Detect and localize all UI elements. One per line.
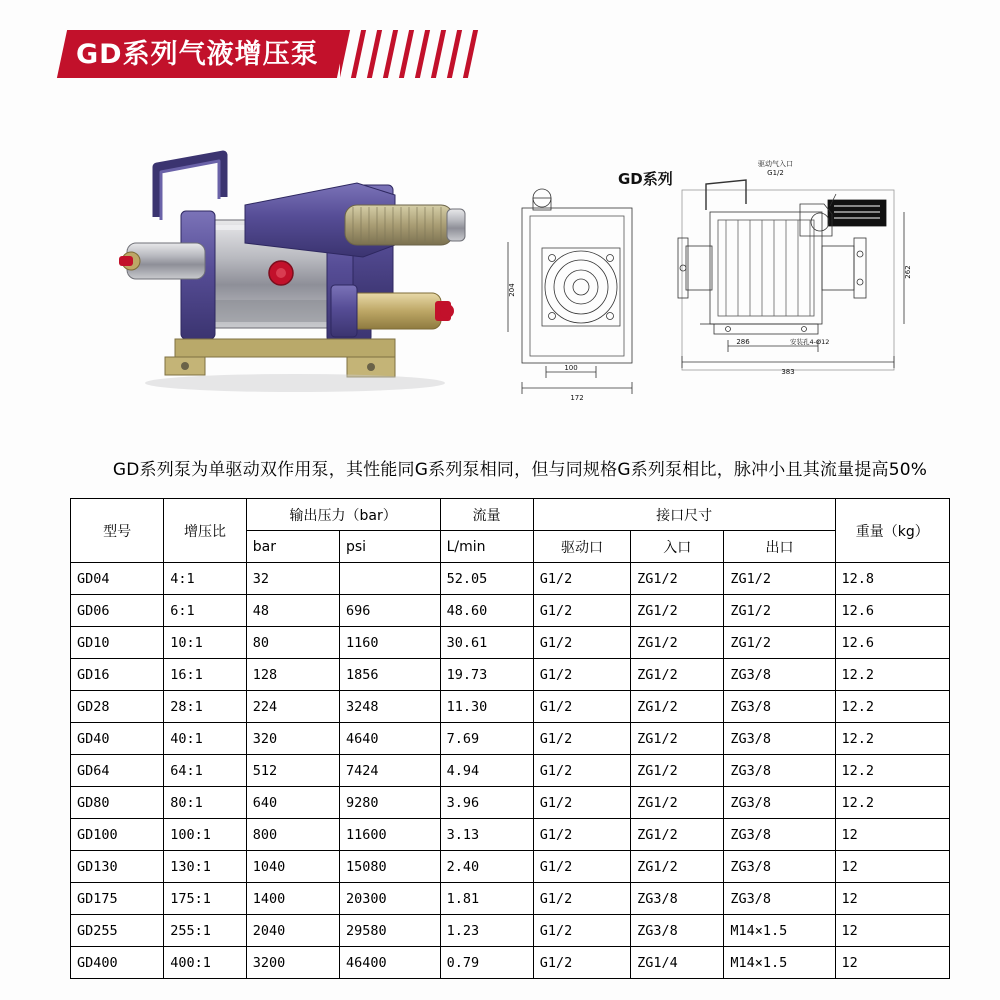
cell-psi: 1856 <box>339 659 440 691</box>
cell-model: GD28 <box>71 691 164 723</box>
cell-weight: 12 <box>835 883 949 915</box>
table-row <box>71 627 950 659</box>
cell-bar: 224 <box>246 691 339 723</box>
cell-model: GD64 <box>71 755 164 787</box>
svg-text:100: 100 <box>564 364 578 372</box>
table-row <box>71 723 950 755</box>
cell-drive: G1/2 <box>533 659 630 691</box>
cell-flow: 0.79 <box>440 947 533 979</box>
table-body <box>71 563 950 979</box>
cell-ratio: 6:1 <box>164 595 247 627</box>
th-output-pressure: 输出压力（bar） <box>246 499 440 531</box>
cell-bar: 320 <box>246 723 339 755</box>
specification-table <box>70 498 950 979</box>
cell-psi: 29580 <box>339 915 440 947</box>
th-outlet: 出口 <box>724 531 835 563</box>
cell-flow: 3.13 <box>440 819 533 851</box>
cell-model: GD130 <box>71 851 164 883</box>
drawing-series-label: GD系列 <box>618 170 673 188</box>
cell-flow: 52.05 <box>440 563 533 595</box>
cell-drive: G1/2 <box>533 915 630 947</box>
svg-text:204: 204 <box>508 283 516 297</box>
cell-flow: 7.69 <box>440 723 533 755</box>
cell-model: GD06 <box>71 595 164 627</box>
table-row <box>71 851 950 883</box>
cell-inlet: ZG1/2 <box>631 787 724 819</box>
cell-ratio: 175:1 <box>164 883 247 915</box>
cell-inlet: ZG1/2 <box>631 851 724 883</box>
cell-psi: 696 <box>339 595 440 627</box>
table-row <box>71 563 950 595</box>
cell-model: GD16 <box>71 659 164 691</box>
cell-model: GD04 <box>71 563 164 595</box>
cell-weight: 12 <box>835 819 949 851</box>
product-description: GD系列泵为单驱动双作用泵，其性能同G系列泵相同，但与同规格G系列泵相比，脉冲小且其流量提高50% <box>112 460 928 480</box>
cell-model: GD80 <box>71 787 164 819</box>
th-ports: 接口尺寸 <box>533 499 835 531</box>
th-weight: 重量（kg） <box>835 499 949 563</box>
table-row <box>71 915 950 947</box>
cell-bar: 640 <box>246 787 339 819</box>
th-drive-port: 驱动口 <box>533 531 630 563</box>
cell-ratio: 400:1 <box>164 947 247 979</box>
cell-bar: 1040 <box>246 851 339 883</box>
cell-psi: 4640 <box>339 723 440 755</box>
cell-drive: G1/2 <box>533 723 630 755</box>
cell-drive: G1/2 <box>533 563 630 595</box>
cell-inlet: ZG1/2 <box>631 627 724 659</box>
cell-inlet: ZG1/2 <box>631 755 724 787</box>
cell-outlet: ZG3/8 <box>724 787 835 819</box>
svg-text:安装孔4-Ø12: 安装孔4-Ø12 <box>790 338 830 346</box>
cell-drive: G1/2 <box>533 595 630 627</box>
cell-outlet: ZG3/8 <box>724 691 835 723</box>
cell-model: GD10 <box>71 627 164 659</box>
cell-bar: 2040 <box>246 915 339 947</box>
cell-outlet: ZG3/8 <box>724 883 835 915</box>
cell-model: GD175 <box>71 883 164 915</box>
cell-bar: 3200 <box>246 947 339 979</box>
cell-weight: 12.2 <box>835 755 949 787</box>
cell-ratio: 4:1 <box>164 563 247 595</box>
technical-drawings <box>500 150 920 420</box>
cell-weight: 12.2 <box>835 659 949 691</box>
cell-weight: 12.8 <box>835 563 949 595</box>
cell-psi: 11600 <box>339 819 440 851</box>
cell-model: GD400 <box>71 947 164 979</box>
th-ratio: 增压比 <box>164 499 247 563</box>
cell-psi: 9280 <box>339 787 440 819</box>
cell-model: GD40 <box>71 723 164 755</box>
th-inlet: 入口 <box>631 531 724 563</box>
cell-ratio: 10:1 <box>164 627 247 659</box>
svg-text:383: 383 <box>781 368 795 376</box>
cell-flow: 19.73 <box>440 659 533 691</box>
cell-inlet: ZG3/8 <box>631 883 724 915</box>
cell-bar: 800 <box>246 819 339 851</box>
cell-bar: 32 <box>246 563 339 595</box>
cell-psi: 46400 <box>339 947 440 979</box>
table-row <box>71 595 950 627</box>
cell-flow: 2.40 <box>440 851 533 883</box>
cell-drive: G1/2 <box>533 947 630 979</box>
cell-inlet: ZG1/4 <box>631 947 724 979</box>
page-title: GD系列气液增压泵 <box>76 39 319 70</box>
cell-bar: 512 <box>246 755 339 787</box>
cell-inlet: ZG1/2 <box>631 659 724 691</box>
cell-weight: 12 <box>835 947 949 979</box>
cell-ratio: 64:1 <box>164 755 247 787</box>
cell-flow: 4.94 <box>440 755 533 787</box>
cell-bar: 80 <box>246 627 339 659</box>
cell-drive: G1/2 <box>533 755 630 787</box>
table-row <box>71 691 950 723</box>
cell-outlet: ZG1/2 <box>724 563 835 595</box>
cell-outlet: ZG1/2 <box>724 627 835 659</box>
cell-bar: 1400 <box>246 883 339 915</box>
banner-stripes <box>340 30 490 78</box>
cell-inlet: ZG1/2 <box>631 723 724 755</box>
cell-bar: 48 <box>246 595 339 627</box>
table-row <box>71 819 950 851</box>
cell-weight: 12.2 <box>835 723 949 755</box>
cell-ratio: 255:1 <box>164 915 247 947</box>
svg-text:172: 172 <box>570 394 584 402</box>
cell-outlet: M14×1.5 <box>724 915 835 947</box>
cell-flow: 48.60 <box>440 595 533 627</box>
table-row <box>71 755 950 787</box>
cell-weight: 12.2 <box>835 691 949 723</box>
svg-text:286: 286 <box>736 338 750 346</box>
th-psi: psi <box>339 531 440 563</box>
cell-weight: 12 <box>835 915 949 947</box>
cell-inlet: ZG1/2 <box>631 691 724 723</box>
table-row <box>71 883 950 915</box>
cell-inlet: ZG1/2 <box>631 563 724 595</box>
cell-ratio: 16:1 <box>164 659 247 691</box>
cell-inlet: ZG3/8 <box>631 915 724 947</box>
table-header-row-1 <box>71 499 950 531</box>
cell-outlet: ZG3/8 <box>724 755 835 787</box>
th-flow-unit: L/min <box>440 531 533 563</box>
cell-flow: 30.61 <box>440 627 533 659</box>
cell-drive: G1/2 <box>533 851 630 883</box>
cell-drive: G1/2 <box>533 819 630 851</box>
cell-drive: G1/2 <box>533 883 630 915</box>
cell-flow: 1.23 <box>440 915 533 947</box>
cell-inlet: ZG1/2 <box>631 819 724 851</box>
cell-psi: 15080 <box>339 851 440 883</box>
cell-psi: 3248 <box>339 691 440 723</box>
cell-bar: 128 <box>246 659 339 691</box>
th-model: 型号 <box>71 499 164 563</box>
cell-outlet: ZG3/8 <box>724 819 835 851</box>
cell-ratio: 80:1 <box>164 787 247 819</box>
drawing-illustration <box>500 150 920 420</box>
cell-drive: G1/2 <box>533 627 630 659</box>
table-header <box>71 499 950 563</box>
cell-model: GD255 <box>71 915 164 947</box>
th-bar: bar <box>246 531 339 563</box>
cell-weight: 12.2 <box>835 787 949 819</box>
cell-outlet: ZG3/8 <box>724 851 835 883</box>
cell-drive: G1/2 <box>533 787 630 819</box>
table-row <box>71 947 950 979</box>
table-row <box>71 659 950 691</box>
cell-inlet: ZG1/2 <box>631 595 724 627</box>
cell-psi: 20300 <box>339 883 440 915</box>
cell-model: GD100 <box>71 819 164 851</box>
cell-ratio: 130:1 <box>164 851 247 883</box>
cell-outlet: ZG3/8 <box>724 723 835 755</box>
svg-text:262: 262 <box>904 265 912 279</box>
cell-flow: 11.30 <box>440 691 533 723</box>
th-flow: 流量 <box>440 499 533 531</box>
cell-outlet: ZG1/2 <box>724 595 835 627</box>
header-banner <box>62 30 482 82</box>
cell-ratio: 100:1 <box>164 819 247 851</box>
cell-weight: 12.6 <box>835 595 949 627</box>
cell-drive: G1/2 <box>533 691 630 723</box>
cell-outlet: M14×1.5 <box>724 947 835 979</box>
cell-flow: 3.96 <box>440 787 533 819</box>
cell-weight: 12 <box>835 851 949 883</box>
cell-ratio: 40:1 <box>164 723 247 755</box>
cell-outlet: ZG3/8 <box>724 659 835 691</box>
table-row <box>71 787 950 819</box>
cell-psi <box>339 563 440 595</box>
cell-psi: 7424 <box>339 755 440 787</box>
cell-flow: 1.81 <box>440 883 533 915</box>
product-photo <box>95 125 475 405</box>
drive-inlet-note: 驱动气入口 G1/2 <box>758 160 793 177</box>
cell-ratio: 28:1 <box>164 691 247 723</box>
product-photo-illustration <box>95 125 475 405</box>
cell-psi: 1160 <box>339 627 440 659</box>
cell-weight: 12.6 <box>835 627 949 659</box>
